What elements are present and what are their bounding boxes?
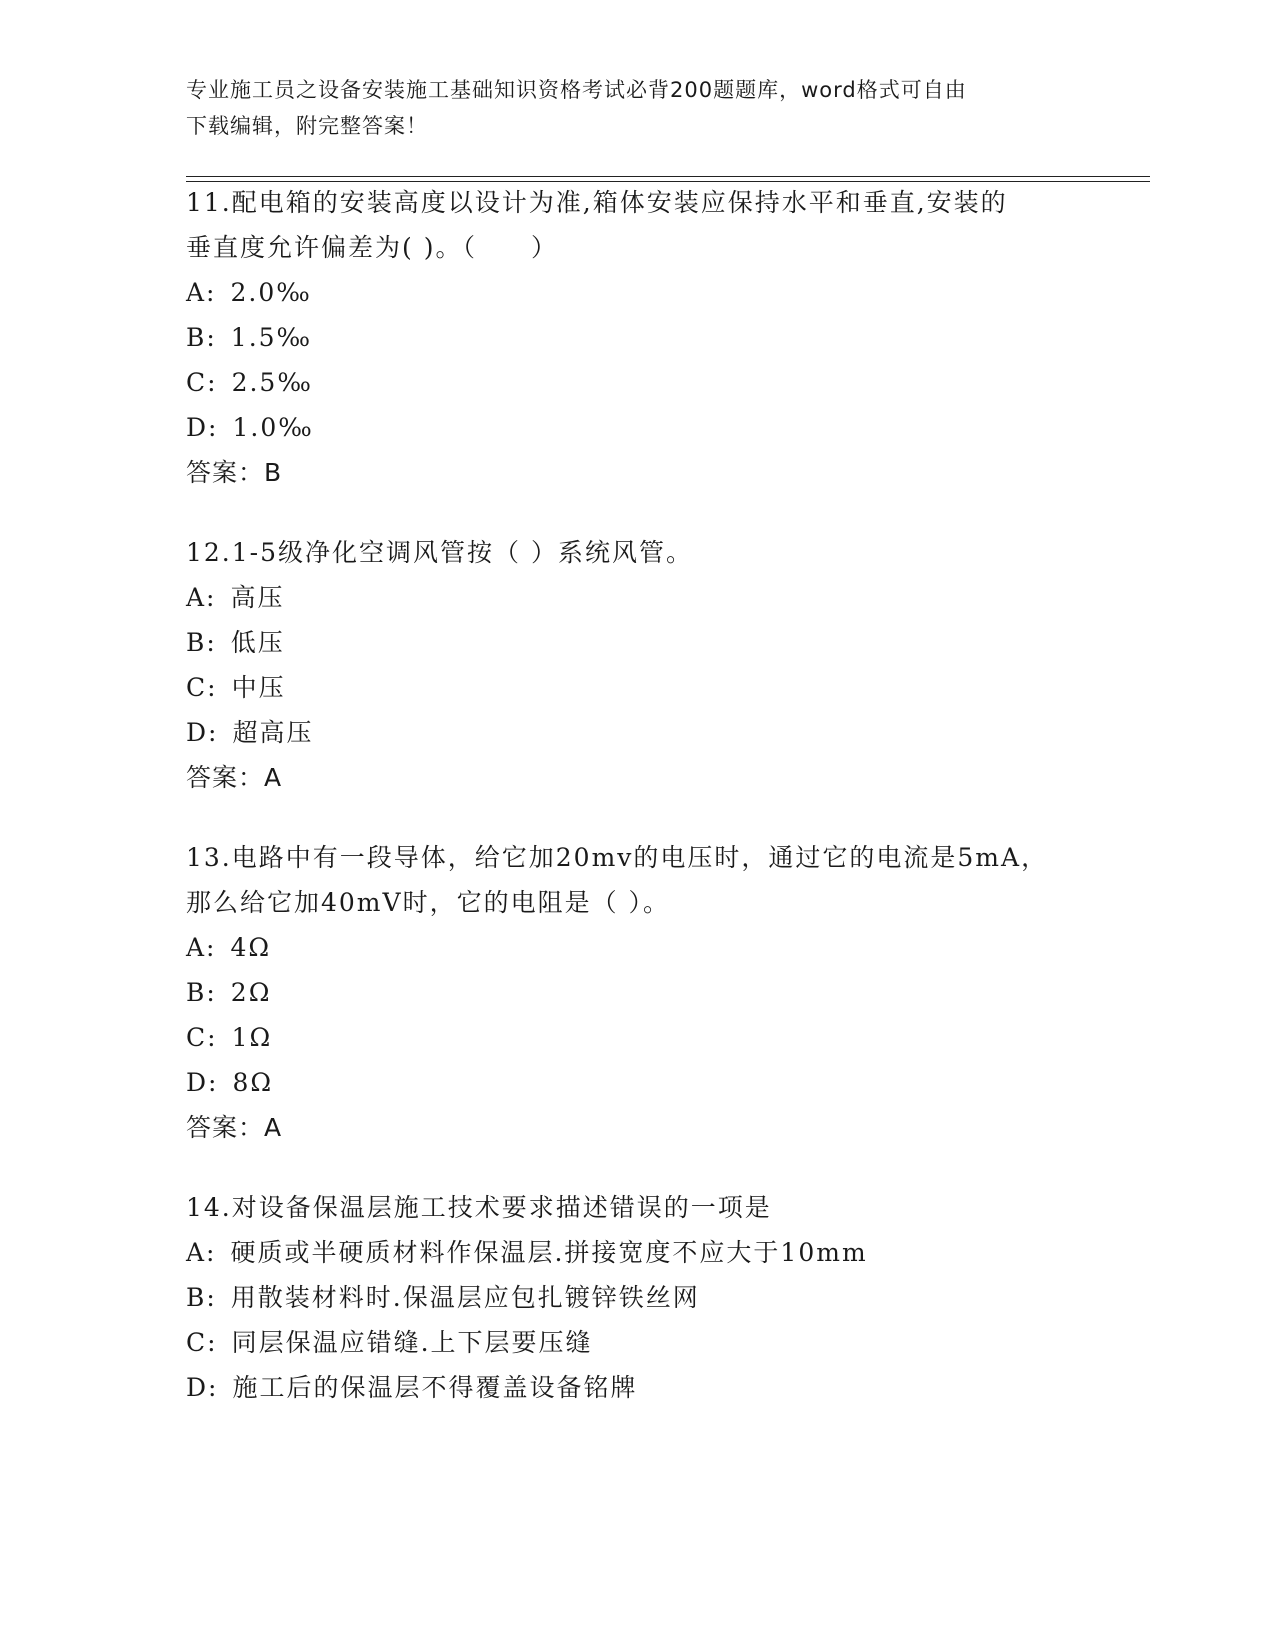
option-text: 2.0‰ <box>230 278 312 307</box>
question-11 <box>186 180 1086 495</box>
question-14 <box>186 1185 1086 1410</box>
option-text: 同层保温应错缝.上下层要压缝 <box>231 1328 593 1357</box>
option-b <box>186 970 1086 1015</box>
option-text: 2.5‰ <box>231 368 313 397</box>
option-d <box>186 1365 1086 1410</box>
option-key: D: <box>186 1068 219 1097</box>
answer-line: 答案：A <box>186 1113 283 1142</box>
option-key: D: <box>186 1373 219 1402</box>
option-key: D: <box>186 413 219 442</box>
header-title-line-2: 下载编辑，附完整答案！ <box>186 114 428 138</box>
option-key: A: <box>186 278 217 307</box>
option-text: 4Ω <box>230 933 272 962</box>
question-stem-line: 那么给它加40mV时，它的电阻是（ ）。 <box>186 888 671 917</box>
header-title-line-1: 专业施工员之设备安装施工基础知识资格考试必背200题题库，word格式可自由 <box>186 78 967 102</box>
document-header <box>186 72 1066 144</box>
question-stem-line: 13.电路中有一段导体，给它加20mv的电压时，通过它的电流是5mA， <box>186 843 1049 872</box>
option-a <box>186 1230 1086 1275</box>
question-12 <box>186 530 1086 800</box>
option-key: C: <box>186 673 218 702</box>
option-a <box>186 270 1086 315</box>
answer-line: 答案：A <box>186 763 283 792</box>
option-a <box>186 575 1086 620</box>
option-key: A: <box>186 1238 217 1267</box>
option-text: 硬质或半硬质材料作保温层.拼接宽度不应大于10mm <box>230 1238 868 1267</box>
option-text: 8Ω <box>232 1068 274 1097</box>
option-key: C: <box>186 368 218 397</box>
option-key: B: <box>186 978 217 1007</box>
question-stem-line: 11.配电箱的安装高度以设计为准,箱体安装应保持水平和垂直,安装的 <box>186 188 1008 217</box>
option-d <box>186 405 1086 450</box>
question-stem-line: 12.1-5级净化空调风管按（ ）系统风管。 <box>186 538 693 567</box>
option-text: 用散装材料时.保温层应包扎镀锌铁丝网 <box>230 1283 700 1312</box>
option-text: 1.0‰ <box>232 413 314 442</box>
option-a <box>186 925 1086 970</box>
option-text: 施工后的保温层不得覆盖设备铭牌 <box>232 1373 638 1402</box>
option-text: 高压 <box>230 583 285 612</box>
option-key: C: <box>186 1023 218 1052</box>
option-text: 1.5‰ <box>230 323 313 352</box>
question-stem-line: 垂直度允许偏差为( )。（ ） <box>186 233 558 262</box>
option-text: 1Ω <box>231 1023 273 1052</box>
option-b <box>186 315 1086 360</box>
option-text: 低压 <box>230 628 285 657</box>
option-d <box>186 1060 1086 1105</box>
option-key: B: <box>186 323 217 352</box>
option-c <box>186 1320 1086 1365</box>
question-13 <box>186 835 1086 1150</box>
option-text: 中压 <box>231 673 286 702</box>
option-key: D: <box>186 718 219 747</box>
option-b <box>186 620 1086 665</box>
option-text: 2Ω <box>230 978 272 1007</box>
option-text: 超高压 <box>232 718 314 747</box>
option-key: C: <box>186 1328 218 1357</box>
option-key: A: <box>186 933 217 962</box>
option-key: B: <box>186 628 217 657</box>
option-b <box>186 1275 1086 1320</box>
option-c <box>186 1015 1086 1060</box>
option-c <box>186 665 1086 710</box>
question-stem-line: 14.对设备保温层施工技术要求描述错误的一项是 <box>186 1193 772 1222</box>
answer-line: 答案：B <box>186 458 283 487</box>
option-key: A: <box>186 583 217 612</box>
option-key: B: <box>186 1283 217 1312</box>
header-divider-top <box>186 176 1150 177</box>
option-d <box>186 710 1086 755</box>
option-c <box>186 360 1086 405</box>
